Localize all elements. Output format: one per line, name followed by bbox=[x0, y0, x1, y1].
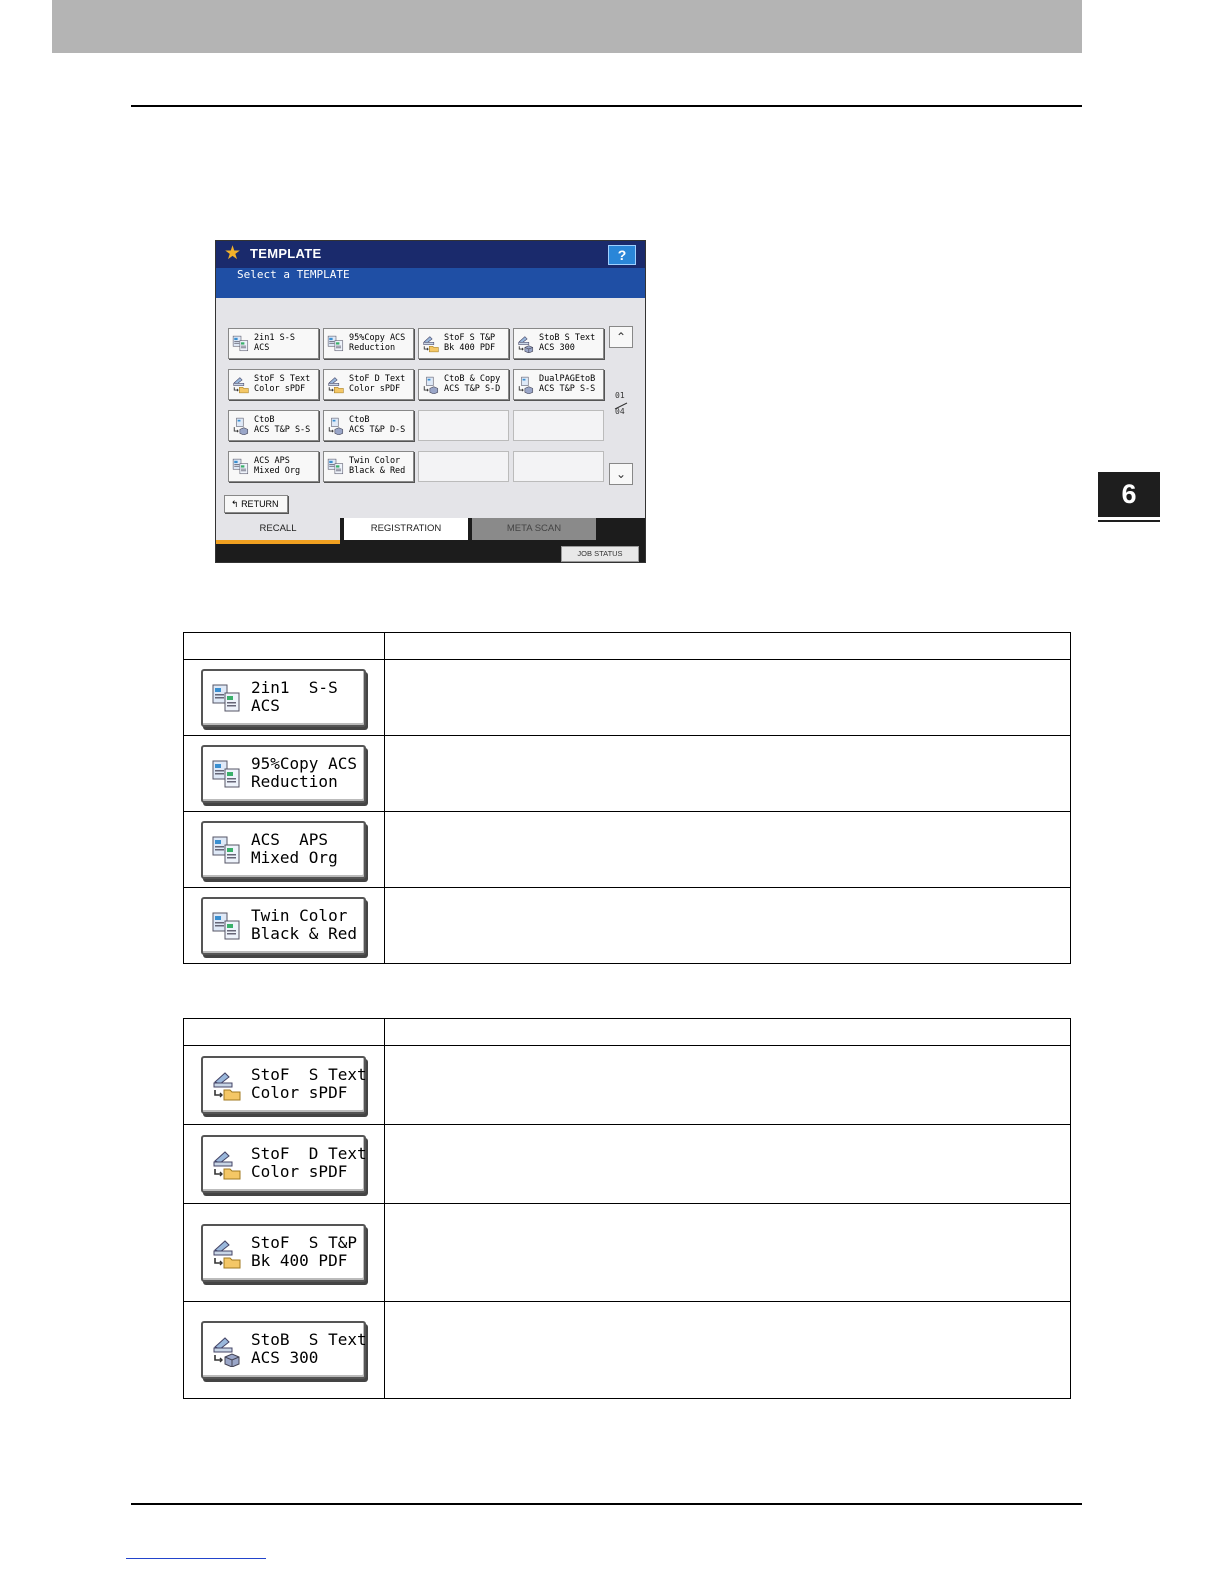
copy-to-box-icon bbox=[232, 417, 250, 435]
table-cell-description bbox=[385, 1302, 1071, 1399]
scan-to-file-icon bbox=[232, 376, 250, 394]
table-cell-button bbox=[184, 1125, 385, 1204]
template-button-ctob-copy[interactable] bbox=[418, 369, 509, 400]
copy-icon bbox=[327, 458, 345, 476]
copy-icon bbox=[232, 458, 250, 476]
star-icon: ★ bbox=[224, 243, 242, 264]
tab-registration[interactable]: REGISTRATION bbox=[344, 518, 468, 540]
table-cell-description bbox=[385, 1204, 1071, 1302]
template-label: 2in1 S-S ACS bbox=[251, 677, 338, 715]
panel-subtitle-bar bbox=[216, 268, 645, 298]
table-cell-description bbox=[385, 888, 1071, 964]
tab-meta-scan[interactable]: META SCAN bbox=[472, 518, 596, 540]
scan-to-box-icon bbox=[211, 1335, 243, 1367]
table-cell-description bbox=[385, 736, 1071, 812]
table-cell-description bbox=[385, 1125, 1071, 1204]
template-line1: StoF S Text bbox=[254, 374, 311, 384]
template-grid bbox=[216, 298, 645, 518]
copy-icon bbox=[211, 759, 243, 791]
template-line2: ACS T&P S-S bbox=[254, 425, 311, 435]
template-line1: CtoB & Copy bbox=[444, 374, 501, 384]
template-line1: StoF S T&P bbox=[444, 333, 496, 343]
job-status-button[interactable]: JOB STATUS bbox=[561, 546, 639, 562]
table-cell-description bbox=[385, 812, 1071, 888]
table-header-cell bbox=[184, 633, 385, 660]
scan-to-file-icon bbox=[211, 1070, 243, 1102]
return-button[interactable] bbox=[224, 495, 288, 513]
table-cell-button bbox=[184, 736, 385, 812]
template-button-twin-color[interactable] bbox=[323, 451, 414, 482]
template-label: 95%Copy ACS Reduction bbox=[251, 753, 357, 791]
top-rule bbox=[131, 105, 1082, 107]
template-line2: Black & Red bbox=[349, 466, 406, 476]
panel-title-bar bbox=[216, 241, 645, 268]
template-label: StoB S Text ACS 300 bbox=[251, 1330, 367, 1367]
template-button-stof-s-text[interactable] bbox=[228, 369, 319, 400]
template-button-2in1 bbox=[201, 669, 366, 727]
template-label: StoF S Text Color sPDF bbox=[251, 1065, 367, 1102]
page-total: 04 bbox=[615, 407, 625, 416]
scan-templates-table bbox=[183, 1018, 1071, 1399]
copy-icon bbox=[232, 335, 250, 353]
table-cell-description bbox=[385, 660, 1071, 736]
page-current: 01 bbox=[615, 391, 625, 400]
copy-to-box-icon bbox=[327, 417, 345, 435]
chevron-up-icon: ⌃ bbox=[615, 330, 627, 344]
scan-to-file-icon bbox=[211, 1149, 243, 1181]
template-button-stof-s-tp bbox=[201, 1224, 366, 1282]
template-button-ctob-d-s[interactable] bbox=[323, 410, 414, 441]
panel-title: TEMPLATE bbox=[250, 246, 322, 261]
table-cell-button bbox=[184, 812, 385, 888]
template-button-stof-d-text bbox=[201, 1135, 366, 1193]
return-label: RETURN bbox=[241, 499, 279, 509]
help-button[interactable]: ? bbox=[608, 245, 636, 265]
template-line2: Reduction bbox=[349, 343, 396, 353]
template-line2: Mixed Org bbox=[254, 466, 301, 476]
copy-to-box-icon bbox=[422, 376, 440, 394]
template-line2: ACS T&P S-D bbox=[444, 384, 501, 394]
template-button-acs-aps bbox=[201, 821, 366, 879]
template-button-stof-d-text[interactable] bbox=[323, 369, 414, 400]
table-cell-button bbox=[184, 1302, 385, 1399]
template-line2: ACS 300 bbox=[539, 343, 575, 353]
table-header-cell bbox=[385, 633, 1071, 660]
scan-to-file-icon bbox=[327, 376, 345, 394]
table-header-cell bbox=[184, 1019, 385, 1046]
return-arrow-icon: ↰ bbox=[231, 499, 239, 509]
template-panel-screenshot bbox=[215, 240, 646, 563]
scroll-down-button[interactable] bbox=[609, 463, 633, 485]
table-cell-description bbox=[385, 1046, 1071, 1125]
template-line2: ACS T&P S-S bbox=[539, 384, 596, 394]
template-label: ACS APS Mixed Org bbox=[251, 829, 338, 867]
template-line1: StoF D Text bbox=[349, 374, 406, 384]
panel-subtitle: Select a TEMPLATE bbox=[237, 268, 350, 281]
scan-to-file-icon bbox=[422, 335, 440, 353]
template-line2: Bk 400 PDF bbox=[444, 343, 496, 353]
template-line2: ACS bbox=[254, 343, 270, 353]
chapter-number: 6 bbox=[1121, 479, 1137, 509]
copy-icon bbox=[211, 683, 243, 715]
template-button-95copy[interactable] bbox=[323, 328, 414, 359]
bottom-rule bbox=[131, 1503, 1082, 1505]
template-button-stob-s-text bbox=[201, 1321, 366, 1379]
chapter-tab bbox=[1098, 472, 1160, 520]
template-button-2in1[interactable] bbox=[228, 328, 319, 359]
table-cell-button bbox=[184, 888, 385, 964]
template-button-empty bbox=[418, 410, 509, 441]
table-header-cell bbox=[385, 1019, 1071, 1046]
header-bar bbox=[52, 0, 1082, 53]
template-button-acs-aps[interactable] bbox=[228, 451, 319, 482]
tab-recall[interactable]: RECALL bbox=[216, 518, 340, 544]
table-cell-button bbox=[184, 1046, 385, 1125]
template-line2: ACS T&P D-S bbox=[349, 425, 406, 435]
template-label: Twin Color Black & Red bbox=[251, 905, 357, 943]
copy-icon bbox=[211, 835, 243, 867]
bottom-tab-bar bbox=[216, 518, 645, 563]
template-button-stof-s-tp[interactable] bbox=[418, 328, 509, 359]
template-label: StoF D Text Color sPDF bbox=[251, 1144, 367, 1181]
template-button-dualpage[interactable] bbox=[513, 369, 604, 400]
scroll-up-button[interactable] bbox=[609, 326, 633, 348]
template-line2: Color sPDF bbox=[349, 384, 401, 394]
table-cell-button bbox=[184, 1204, 385, 1302]
template-button-95copy bbox=[201, 745, 366, 803]
template-label: StoF S T&P Bk 400 PDF bbox=[251, 1232, 357, 1270]
scan-to-file-icon bbox=[211, 1238, 243, 1270]
chevron-down-icon: ⌄ bbox=[615, 467, 627, 481]
template-line1: 95%Copy ACS bbox=[349, 333, 406, 343]
template-line1: 2in1 S-S bbox=[254, 333, 295, 343]
template-button-stof-s-text bbox=[201, 1056, 366, 1114]
template-button-empty bbox=[513, 451, 604, 482]
copy-icon bbox=[327, 335, 345, 353]
template-line1: Twin Color bbox=[349, 456, 401, 466]
template-line1: ACS APS bbox=[254, 456, 290, 466]
template-line1: StoB S Text bbox=[539, 333, 596, 343]
template-button-twin-color bbox=[201, 897, 366, 955]
template-button-empty bbox=[418, 451, 509, 482]
copy-templates-table bbox=[183, 632, 1071, 964]
scan-to-box-icon bbox=[517, 335, 535, 353]
template-button-stob-s-text[interactable] bbox=[513, 328, 604, 359]
template-button-empty bbox=[513, 410, 604, 441]
template-line1: DualPAGEtoB bbox=[539, 374, 596, 384]
table-cell-button bbox=[184, 660, 385, 736]
copy-to-box-icon bbox=[517, 376, 535, 394]
template-line2: Color sPDF bbox=[254, 384, 306, 394]
template-line1: CtoB bbox=[254, 415, 275, 425]
template-button-ctob-s-s[interactable] bbox=[228, 410, 319, 441]
template-line1: CtoB bbox=[349, 415, 370, 425]
copy-icon bbox=[211, 911, 243, 943]
footer-link-underline bbox=[126, 1558, 266, 1559]
